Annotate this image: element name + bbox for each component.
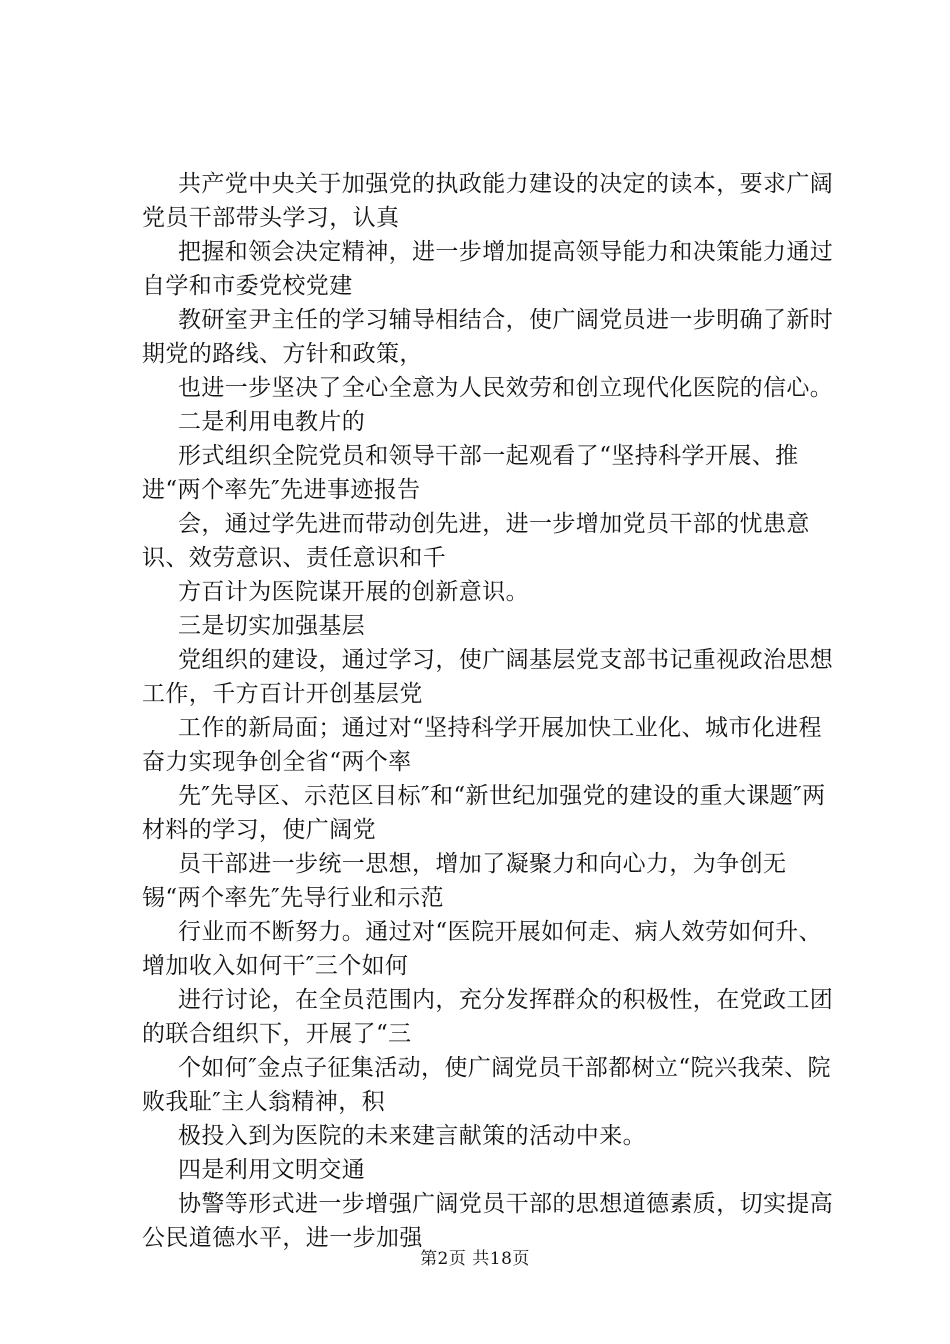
paragraph: 四是利用文明交通: [178, 1157, 366, 1183]
paragraph: 先″先导区、示范区目标″和“新世纪加强党的建设的重大课题″两材料的学习，使广阔党: [142, 783, 826, 843]
paragraph: 党组织的建设，通过学习，使广阔基层党支部书记重视政治思想工作，千方百计开创基层党: [142, 647, 834, 707]
paragraph: 二是利用电教片的: [178, 409, 366, 435]
paragraph: 形式组织全院党员和领导干部一起观看了“坚持科学开展、推进“两个率先″先进事迹报告: [142, 443, 799, 503]
page-footer: 第2页 共18页: [420, 1249, 530, 1269]
paragraph: 三是切实加强基层: [178, 613, 366, 639]
paragraph: 教研室尹主任的学习辅导相结合，使广阔党员进一步明确了新时期党的路线、方针和政策，: [142, 307, 834, 367]
paragraph: 把握和领会决定精神，进一步增加提高领导能力和决策能力通过自学和市委党校党建: [142, 239, 834, 299]
paragraph: 协警等形式进一步增强广阔党员干部的思想道德素质，切实提高公民道德水平，进一步加强: [142, 1191, 834, 1251]
paragraph: 行业而不断努力。通过对“医院开展如何走、病人效劳如何升、增加收入如何干″三个如何: [142, 919, 822, 979]
paragraph: 极投入到为医院的未来建言献策的活动中来。: [178, 1123, 646, 1149]
paragraph: 也进一步坚决了全心全意为人民效劳和创立现代化医院的信心。: [178, 375, 834, 401]
paragraph: 员干部进一步统一思想，增加了凝聚力和向心力，为争创无锡“两个率先″先导行业和示范: [142, 851, 787, 911]
paragraph: 进行讨论，在全员范围内，充分发挥群众的积极性，在党政工团的联合组织下，开展了“三: [142, 987, 834, 1047]
paragraph: 方百计为医院谋开展的创新意识。: [178, 579, 529, 605]
body-text: [142, 167, 842, 1255]
paragraph: 工作的新局面；通过对“坚持科学开展加快工业化、城市化进程奋力实现争创全省“两个率: [142, 715, 822, 775]
paragraph: 会，通过学先进而带动创先进，进一步增加党员干部的忧患意识、效劳意识、责任意识和千: [142, 511, 810, 571]
paragraph: 共产党中央关于加强党的执政能力建设的决定的读本，要求广阔党员干部带头学习，认真: [142, 171, 834, 231]
paragraph: 个如何″金点子征集活动，使广阔党员干部都树立“院兴我荣、院败我耻″主人翁精神，积: [142, 1055, 831, 1115]
